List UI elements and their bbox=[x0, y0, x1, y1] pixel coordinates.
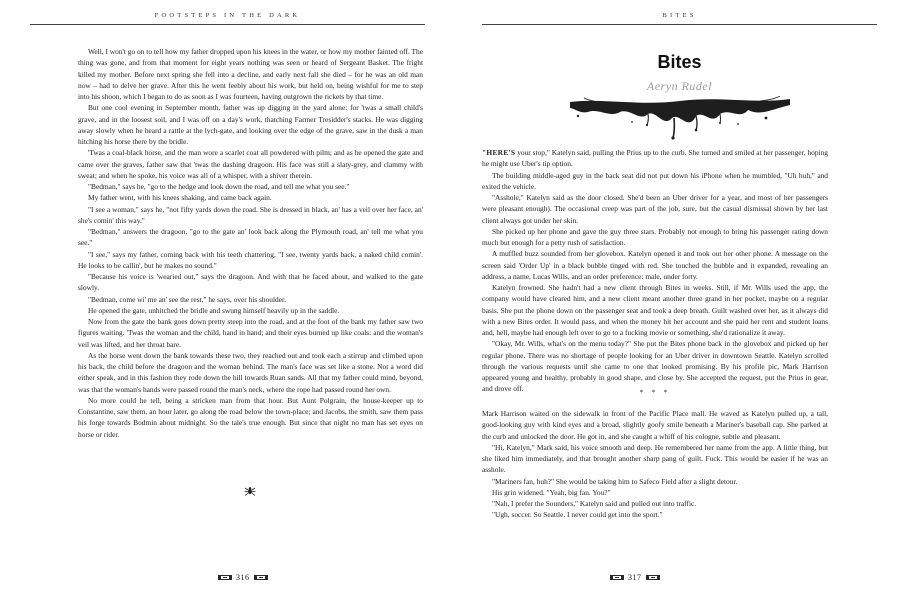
paragraph: "Bedman," says he, "go to the hedge and look down the road, and tell me what you see." bbox=[88, 182, 350, 191]
right-running-head: BITES bbox=[662, 12, 697, 19]
right-page bbox=[450, 0, 900, 600]
left-folio bbox=[218, 573, 268, 582]
left-head-rule bbox=[30, 24, 425, 25]
paragraph: "I see a woman," says he, "not fifty yards down the road. She is dressed in black, an' has a veil over her face, an' she's comin' this way." bbox=[78, 204, 423, 225]
paragraph: "Mariners fan, huh?" She would be taking him to Safeco Field after a slight detour. bbox=[492, 476, 738, 486]
left-running-head: FOOTSTEPS IN THE DARK bbox=[154, 12, 301, 19]
paragraph: "Because his voice is 'wearied out," says the dragoon. And with that he faced about, and walked to the gate slowly. bbox=[78, 272, 423, 293]
folio-ornament-icon bbox=[254, 575, 268, 580]
paragraph: "Bedman," answers the dragoon, "go to the gate an' look back along the Plymouth road, an' tell me what you see." bbox=[78, 227, 423, 248]
paragraph: No more could he tell, being a stricken man from that hour. But Aunt Polgrain, the house-keeper up to Constantine, saw them, an hour later, go along the road below the town-place; and Jacobs, the smith, saw them pass his forge towards Bodmin about midnight. So the tale's true enough. But since that night no man has set eyes on horse or rider. bbox=[78, 395, 423, 439]
paragraph: My father went, with his knees shaking, and came back again. bbox=[88, 193, 272, 203]
paragraph: "Nah, I prefer the Sounders," Katelyn said and pulled out into traffic. bbox=[492, 499, 697, 508]
paragraph: "I see," says my father, coming back with his teeth chattering, "I see, twenty yards back, a naked child comin'. He looks to be callin', but he makes no sound." bbox=[78, 249, 423, 270]
paragraph: His grin widened. "Yeah, big fan. You?" bbox=[492, 487, 611, 497]
chapter-author: Aeryn Rudel bbox=[646, 79, 713, 93]
opening-paragraph bbox=[482, 147, 828, 170]
paragraph: Now from the gate the bank goes down pretty steep into the road, and at the foot of the bank my father saw two figures waiting. 'Twas the woman and the child, hand in hand; and their eyes burned up like coals: and the woman's veil was lifted, and her throat bare. bbox=[78, 317, 423, 349]
spider-ornament-icon bbox=[243, 484, 257, 498]
paragraph: A muffled buzz sounded from her glovebox. Katelyn opened it and took out her other phone. A message on the screen said 'Order Up' in a black bubble tinged with red. She touched the bubble and it expanded, revealing an address, a name, Lucas Wills, and an order preference: male, under forty. bbox=[482, 249, 828, 281]
paragraph: She picked up her phone and gave the guy three stars. Probably not enough to bring his passenger rating down much but enough for a petty rush of satisfaction. bbox=[482, 226, 828, 247]
right-head-rule bbox=[482, 24, 877, 25]
chapter-title: Bites bbox=[657, 52, 702, 72]
paragraph: Mark Harrison waited on the sidewalk in front of the Pacific Place mall. He waved as Katelyn pulled up, a tall, good-looking guy with kind eyes and a broad, slightly goofy smile beneath a Mariner's baseball cap. She parked at the curb and unlocked the door. He got in, and she caught a whiff of his cologne, subtle and pleasant. bbox=[482, 409, 828, 441]
opening-rest: your stop," Katelyn said, pulling the Prius up to the curb. She turned and smiled at her passenger, hoping he might use Uber's tip option. bbox=[482, 148, 828, 169]
paragraph: "Ugh, soccer. So Seattle. I never could get into the sport." bbox=[492, 510, 663, 520]
section-break: * * * bbox=[639, 388, 671, 397]
page-number: 317 bbox=[628, 573, 642, 582]
right-folio bbox=[610, 573, 660, 582]
left-body-text bbox=[78, 46, 423, 440]
paragraph: "Okay, Mr. Wills, what's on the menu today?" She put the Bites phone back in the glovebox and picked up her regular phone. There was no shortage of people looking for an Uber driver in downtown Seattle. Katelyn scrolled through the various requests until she came to one that looked promising. By his profile pic, Mark Harrison appeared young and healthy, probably in good shape, and close by. She accepted the request, put the Prius in gear, and drove off. bbox=[482, 339, 828, 394]
folio-ornament-icon bbox=[646, 575, 660, 580]
paragraph: Katelyn frowned. She hadn't had a new client through Bites in weeks. Still, if Mr. Wills used the app, the company would have cleared him, and a new client meant another three grand in her pocket, maybe on a regular basis. She put the phone down on the passenger seat and took a deep breath. Guilt washed over her, as it always did with a new Bites order. It would pass, and when the money hit her account and she paid her rent and student loans and, hell, maybe had enough left over to go to a fucking movie or something, she'd rationalize it away. bbox=[482, 283, 828, 337]
paragraph: "Hi, Katelyn," Mark said, his voice smooth and deep. He remembered her name from the app. A little thing, but she liked him immediately, and that brought another sharp pang of guilt. Fuck. This would be easier if he was an asshole. bbox=[482, 442, 828, 475]
page-number: 316 bbox=[236, 573, 250, 582]
folio-ornament-icon bbox=[218, 575, 232, 580]
paragraph: As the horse went down the bank towards these two, they reached out and took each a stirrup and climbed upon his back, the child before the dragoon and the woman behind. The man's face was set like a stone. Not a word did either speak, and in this fashion they rode down the hill towards Ruan sands. All that my father could mind, beyond, was that the woman's hands were passed round the man's neck, where the rope had passed round her own. bbox=[78, 350, 423, 394]
paragraph: 'Twas a coal-black horse, and the man wore a scarlet coat all powdered with pilm; and as he opened the gate and came over the graves, father saw that 'twas the dashing dragoon. His face was still a slaty-grey, and clammy with sweat; and when he spoke, his voice was all of a whisper, with a shiver therein. bbox=[78, 148, 423, 180]
paragraph: Well, I won't go on to tell how my father dropped upon his knees in the water, or how my mother fainted off. The thing was gone, and from that moment for eight years nothing was seen or heard of Sergeant Basket. The fright killed my mother. Before next spring she fell into a decline, and early next fall she died – for he was an old man now – had to delve her grave. After this he went feebly about his work, but held on, being wishful for me to step into his shoon, which I began to do as soon as I was fourteen, having outgrown the rickets by that time. bbox=[78, 47, 423, 101]
folio-ornament-icon bbox=[610, 575, 624, 580]
ink-splatter-icon bbox=[570, 96, 790, 140]
right-body-text-part1 bbox=[482, 147, 828, 395]
lead-word: "HERE'S bbox=[482, 148, 516, 157]
paragraph: The building middle-aged guy in the back seat did not put down his iPhone when he mumbled, "Uh huh," and exited the vehicle. bbox=[482, 170, 828, 191]
paragraph: But one cool evening in September month, father was up digging in the yard alone: for 'twas a small child's grave, and in the loosest soil, and I was off on a day's work, thatching Farmer Tresidder's stacks. He was digging away slowly when he heard a rattle at the lych-gate, and looking over the edge of the grave, saw in the dusk a man hitching his horse there by the bridle. bbox=[78, 103, 423, 146]
paragraph: "Asshole," Katelyn said as the door closed. She'd been an Uber driver for a year, and most of her passengers were pleasant enough). The occasional creep was part of the job, sure, but the casual dismissal shown by her last client always got under her skin. bbox=[482, 193, 828, 225]
right-body-text-part2 bbox=[482, 408, 828, 521]
paragraph: "Bedman, come wi' me an' see the rest," he says, over his shoulder. bbox=[88, 294, 286, 304]
paragraph: He opened the gate, unhitched the bridle and swung himself heavily up in the saddle. bbox=[88, 305, 340, 315]
